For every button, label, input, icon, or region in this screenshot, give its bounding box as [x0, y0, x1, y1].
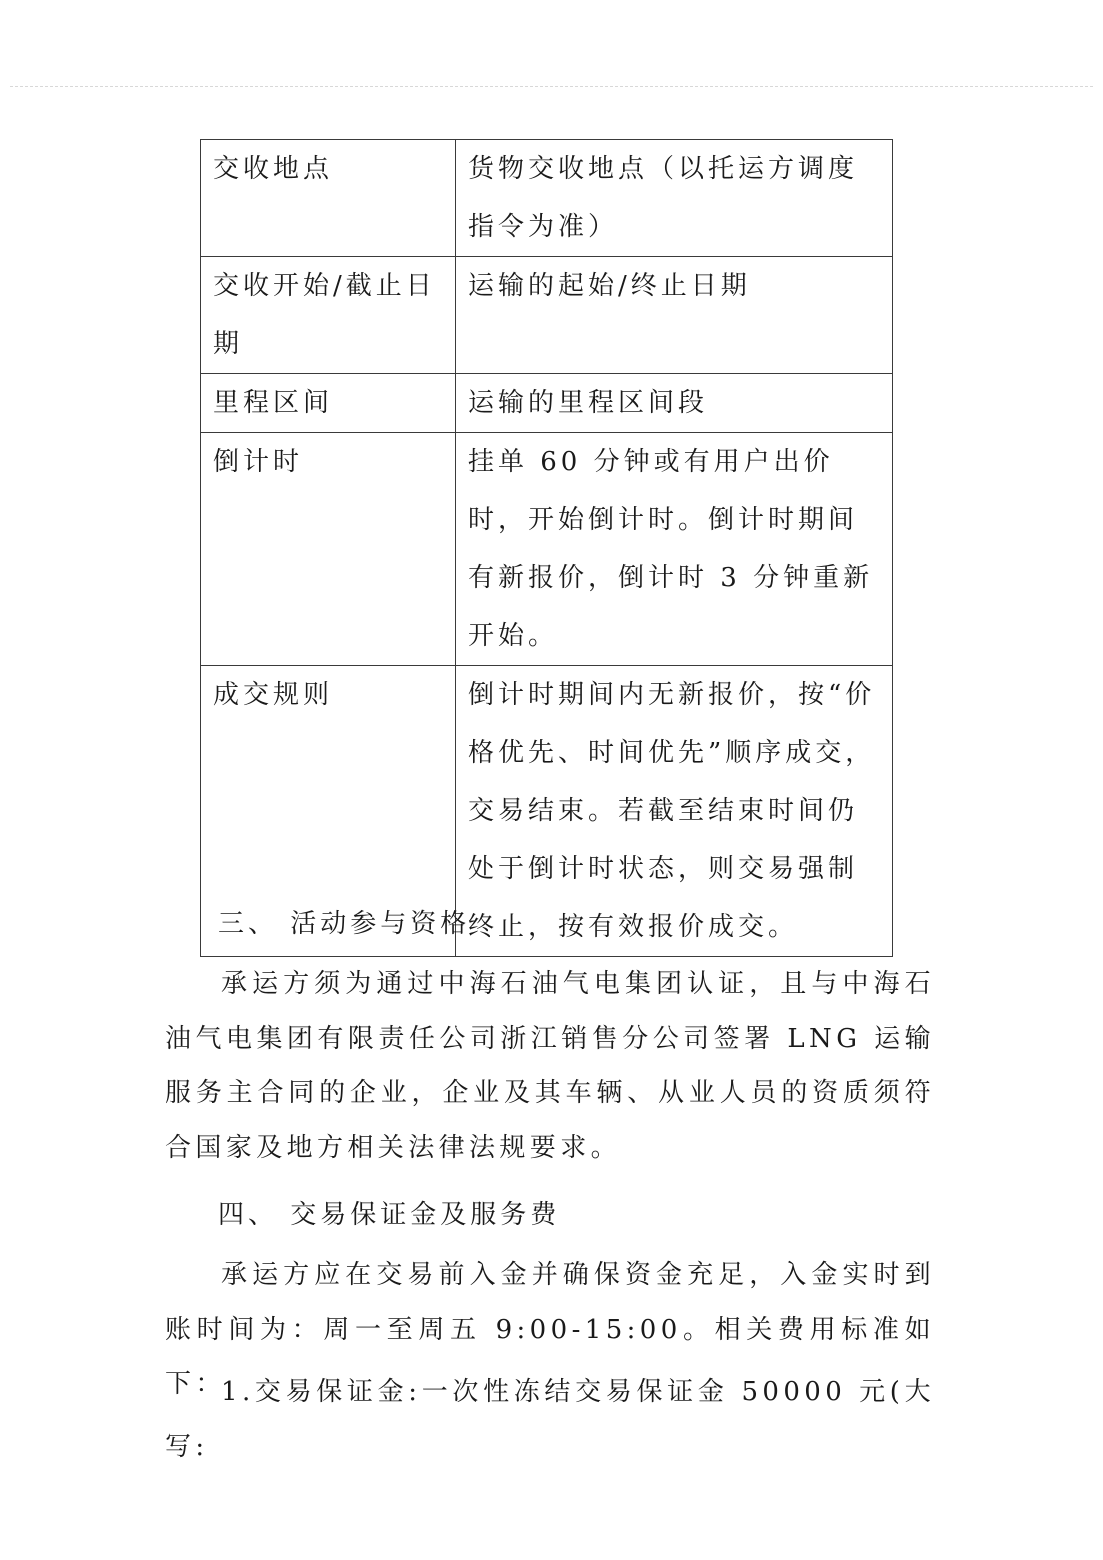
section-4-heading: 四、 交易保证金及服务费	[218, 1200, 561, 1230]
table-row	[201, 433, 893, 666]
section-4-paragraph: 承运方应在交易前入金并确保资金充足，入金实时到账时间为：周一至周五 9:00-15:00。相关费用标准如下：	[165, 1260, 935, 1399]
section-3-paragraph: 承运方须为通过中海石油气电集团认证，且与中海石油气电集团有限责任公司浙江销售分公司签署 LNG 运输服务主合同的企业，企业及其车辆、从业人员的资质须符合国家及地方相关法律法规要求。	[165, 969, 935, 1163]
table-row	[201, 140, 893, 257]
trading-rules-table	[200, 139, 893, 957]
row-key: 交收地点	[201, 140, 456, 257]
row-key: 里程区间	[201, 374, 456, 433]
table-row	[201, 374, 893, 433]
row-value: 挂单 60 分钟或有用户出价时，开始倒计时。倒计时期间有新报价，倒计时 3 分钟重新开始。	[456, 433, 893, 666]
row-value: 运输的里程区间段	[456, 374, 893, 433]
section-3-heading: 三、 活动参与资格	[218, 909, 471, 939]
row-key: 交收开始/截止日期	[201, 257, 456, 374]
table-row	[201, 257, 893, 374]
row-key: 倒计时	[201, 433, 456, 666]
row-value: 运输的起始/终止日期	[456, 257, 893, 374]
deposit-item-paragraph: 1.交易保证金:一次性冻结交易保证金 50000 元(大写:	[165, 1377, 935, 1462]
header-divider	[10, 86, 1093, 87]
row-key: 成交规则	[201, 666, 456, 957]
row-value: 货物交收地点（以托运方调度指令为准）	[456, 140, 893, 257]
row-value: 倒计时期间内无新报价，按“价格优先、时间优先”顺序成交，交易结束。若截至结束时间仍处于倒计时状态，则交易强制终止，按有效报价成交。	[456, 666, 893, 957]
